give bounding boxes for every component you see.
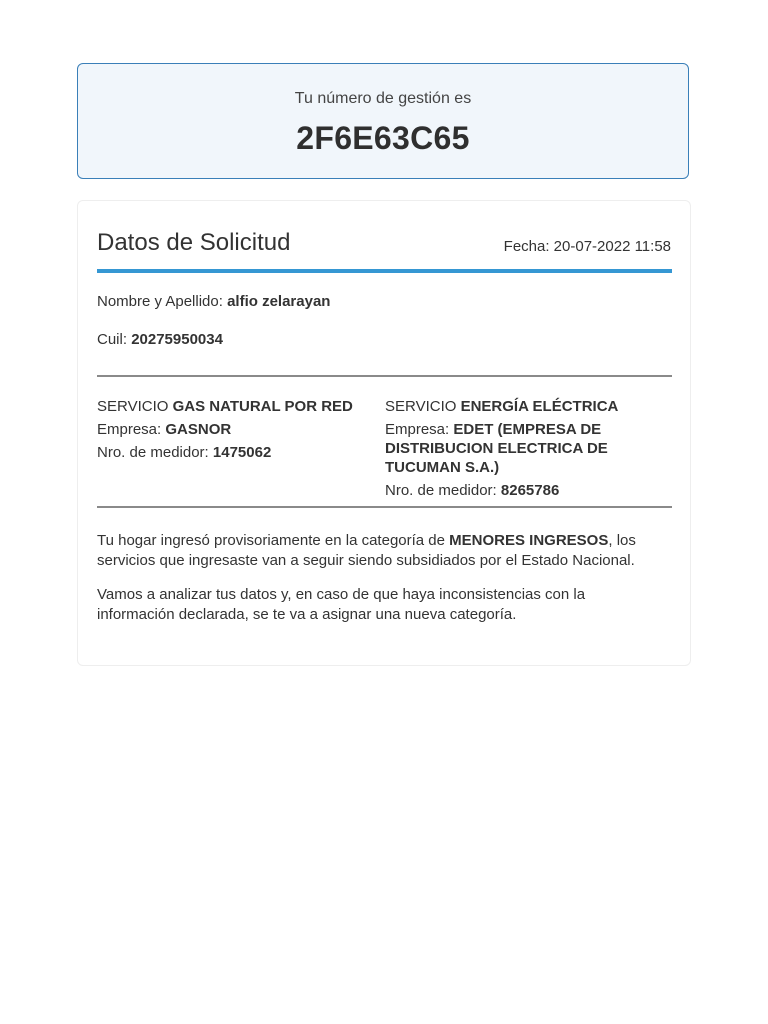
title-underline <box>97 269 672 273</box>
solicitud-card <box>77 200 691 666</box>
service-gas-company-label: Empresa: <box>97 421 166 438</box>
service-electric-company-value: EDET (EMPRESA DE DISTRIBUCION ELECTRICA DE TUCUMAN S.A.) <box>385 421 608 476</box>
service-gas-prefix: SERVICIO <box>97 398 173 415</box>
service-electric-name: ENERGÍA ELÉCTRICA <box>460 398 619 415</box>
category-message-start: Tu hogar ingresó provisoriamente en la categoría de <box>97 532 450 549</box>
gestion-number-label: Tu número de gestión es <box>294 90 472 107</box>
service-gas-meter-value: 1475062 <box>212 444 272 461</box>
service-gas-name: GAS NATURAL POR RED <box>172 398 353 415</box>
name-field <box>97 293 330 310</box>
category-name: MENORES INGRESOS <box>449 532 609 549</box>
service-gas-meter-label: Nro. de medidor: <box>97 444 213 461</box>
gestion-number-code: 2F6E63C65 <box>296 120 470 156</box>
card-title: Datos de Solicitud <box>97 229 291 256</box>
service-electric-meter-value: 8265786 <box>500 482 560 499</box>
service-electric-meter <box>385 481 665 500</box>
service-gas-title <box>97 397 377 416</box>
service-electric-meter-label: Nro. de medidor: <box>385 482 501 499</box>
cuil-label: Cuil: <box>97 331 132 348</box>
request-date: Fecha: 20-07-2022 11:58 <box>503 238 671 255</box>
analysis-message: Vamos a analizar tus datos y, en caso de que haya inconsistencias con la información declarada, se te va a asignar una nueva categoría. <box>97 586 586 623</box>
divider-bottom <box>97 506 672 508</box>
cuil-value: 20275950034 <box>131 331 223 348</box>
divider-top <box>97 375 672 377</box>
gestion-number-banner <box>77 63 689 179</box>
service-electric-company-label: Empresa: <box>385 421 454 438</box>
service-electric-company <box>385 420 665 477</box>
service-gas <box>97 397 377 466</box>
service-electric <box>385 397 665 504</box>
service-gas-company <box>97 420 377 439</box>
service-gas-company-value: GASNOR <box>165 421 232 438</box>
category-message-end: , los servicios que ingresaste van a seguir siendo subsidiados por el Estado Nacional. <box>97 532 636 569</box>
service-electric-prefix: SERVICIO <box>385 398 461 415</box>
service-electric-title <box>385 397 665 416</box>
name-label: Nombre y Apellido: <box>97 293 228 310</box>
cuil-field <box>97 331 223 348</box>
category-message <box>97 531 657 571</box>
name-value: alfio zelarayan <box>227 293 331 310</box>
service-gas-meter <box>97 443 377 462</box>
